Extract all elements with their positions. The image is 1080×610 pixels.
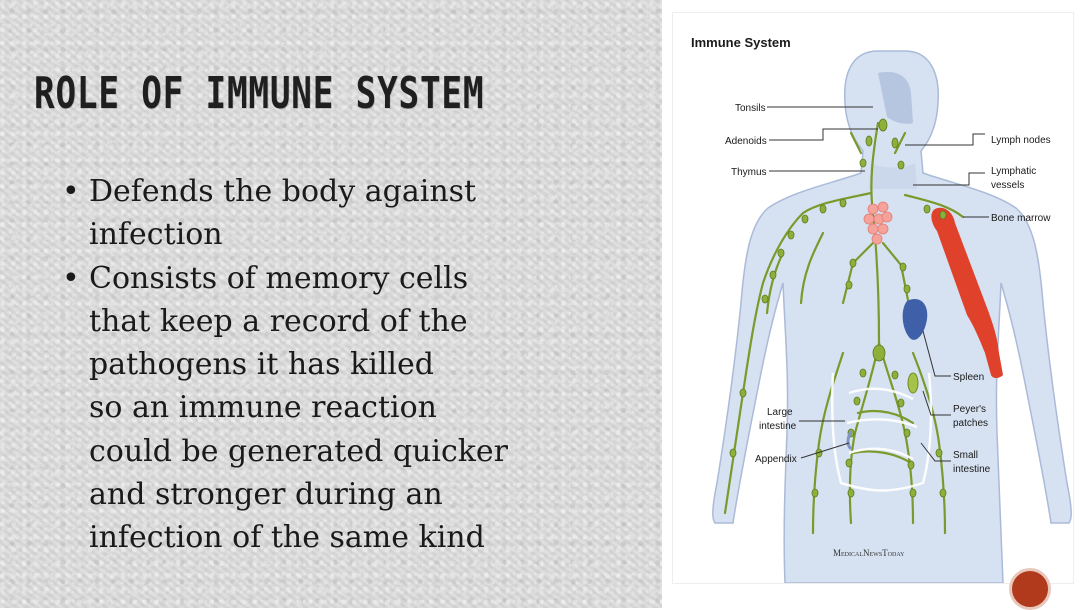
bullet-item (62, 170, 622, 257)
label-tonsils: Tonsils (735, 103, 766, 114)
label-spleen: Spleen (953, 372, 985, 383)
label-large-intestine: intestine (759, 421, 797, 432)
immune-system-illustration (673, 13, 1073, 583)
corner-badge-icon (1009, 568, 1051, 610)
label-large-intestine: Large (767, 407, 793, 418)
bullet-text: Consists of memory cells that keep a record of the pathogens it has killed so an immune reaction could be generated quicker and stronger during an infection of the same kind (89, 260, 509, 556)
bullet-dot-icon: • (62, 174, 80, 209)
label-appendix: Appendix (755, 454, 797, 465)
bullet-item (62, 257, 622, 560)
label-small-intestine: intestine (953, 464, 991, 475)
slide-right-panel (662, 0, 1080, 608)
bullet-list (62, 170, 622, 560)
diagram-credit: MedicalNewsToday (833, 548, 905, 558)
diagram-title: Immune System (691, 35, 791, 50)
bullet-text: Defends the body against infection (89, 174, 477, 253)
label-thymus: Thymus (731, 167, 767, 178)
immune-system-diagram (672, 12, 1074, 584)
slide-title: ROLE OF IMMUNE SYSTEM (34, 68, 485, 119)
body-silhouette (713, 51, 1071, 583)
peyers-patch-shape (908, 373, 918, 393)
label-bone-marrow: Bone marrow (991, 213, 1051, 224)
label-lymphatic-vessels: Lymphatic (991, 166, 1037, 177)
label-peyers-patches: patches (953, 418, 989, 429)
label-small-intestine: Small (953, 450, 979, 461)
label-peyers-patches: Peyer's (953, 404, 987, 415)
bullet-dot-icon: • (62, 260, 80, 296)
label-adenoids: Adenoids (725, 136, 767, 147)
label-lymphatic-vessels: vessels (991, 180, 1025, 191)
label-lymph-nodes: Lymph nodes (991, 135, 1051, 146)
